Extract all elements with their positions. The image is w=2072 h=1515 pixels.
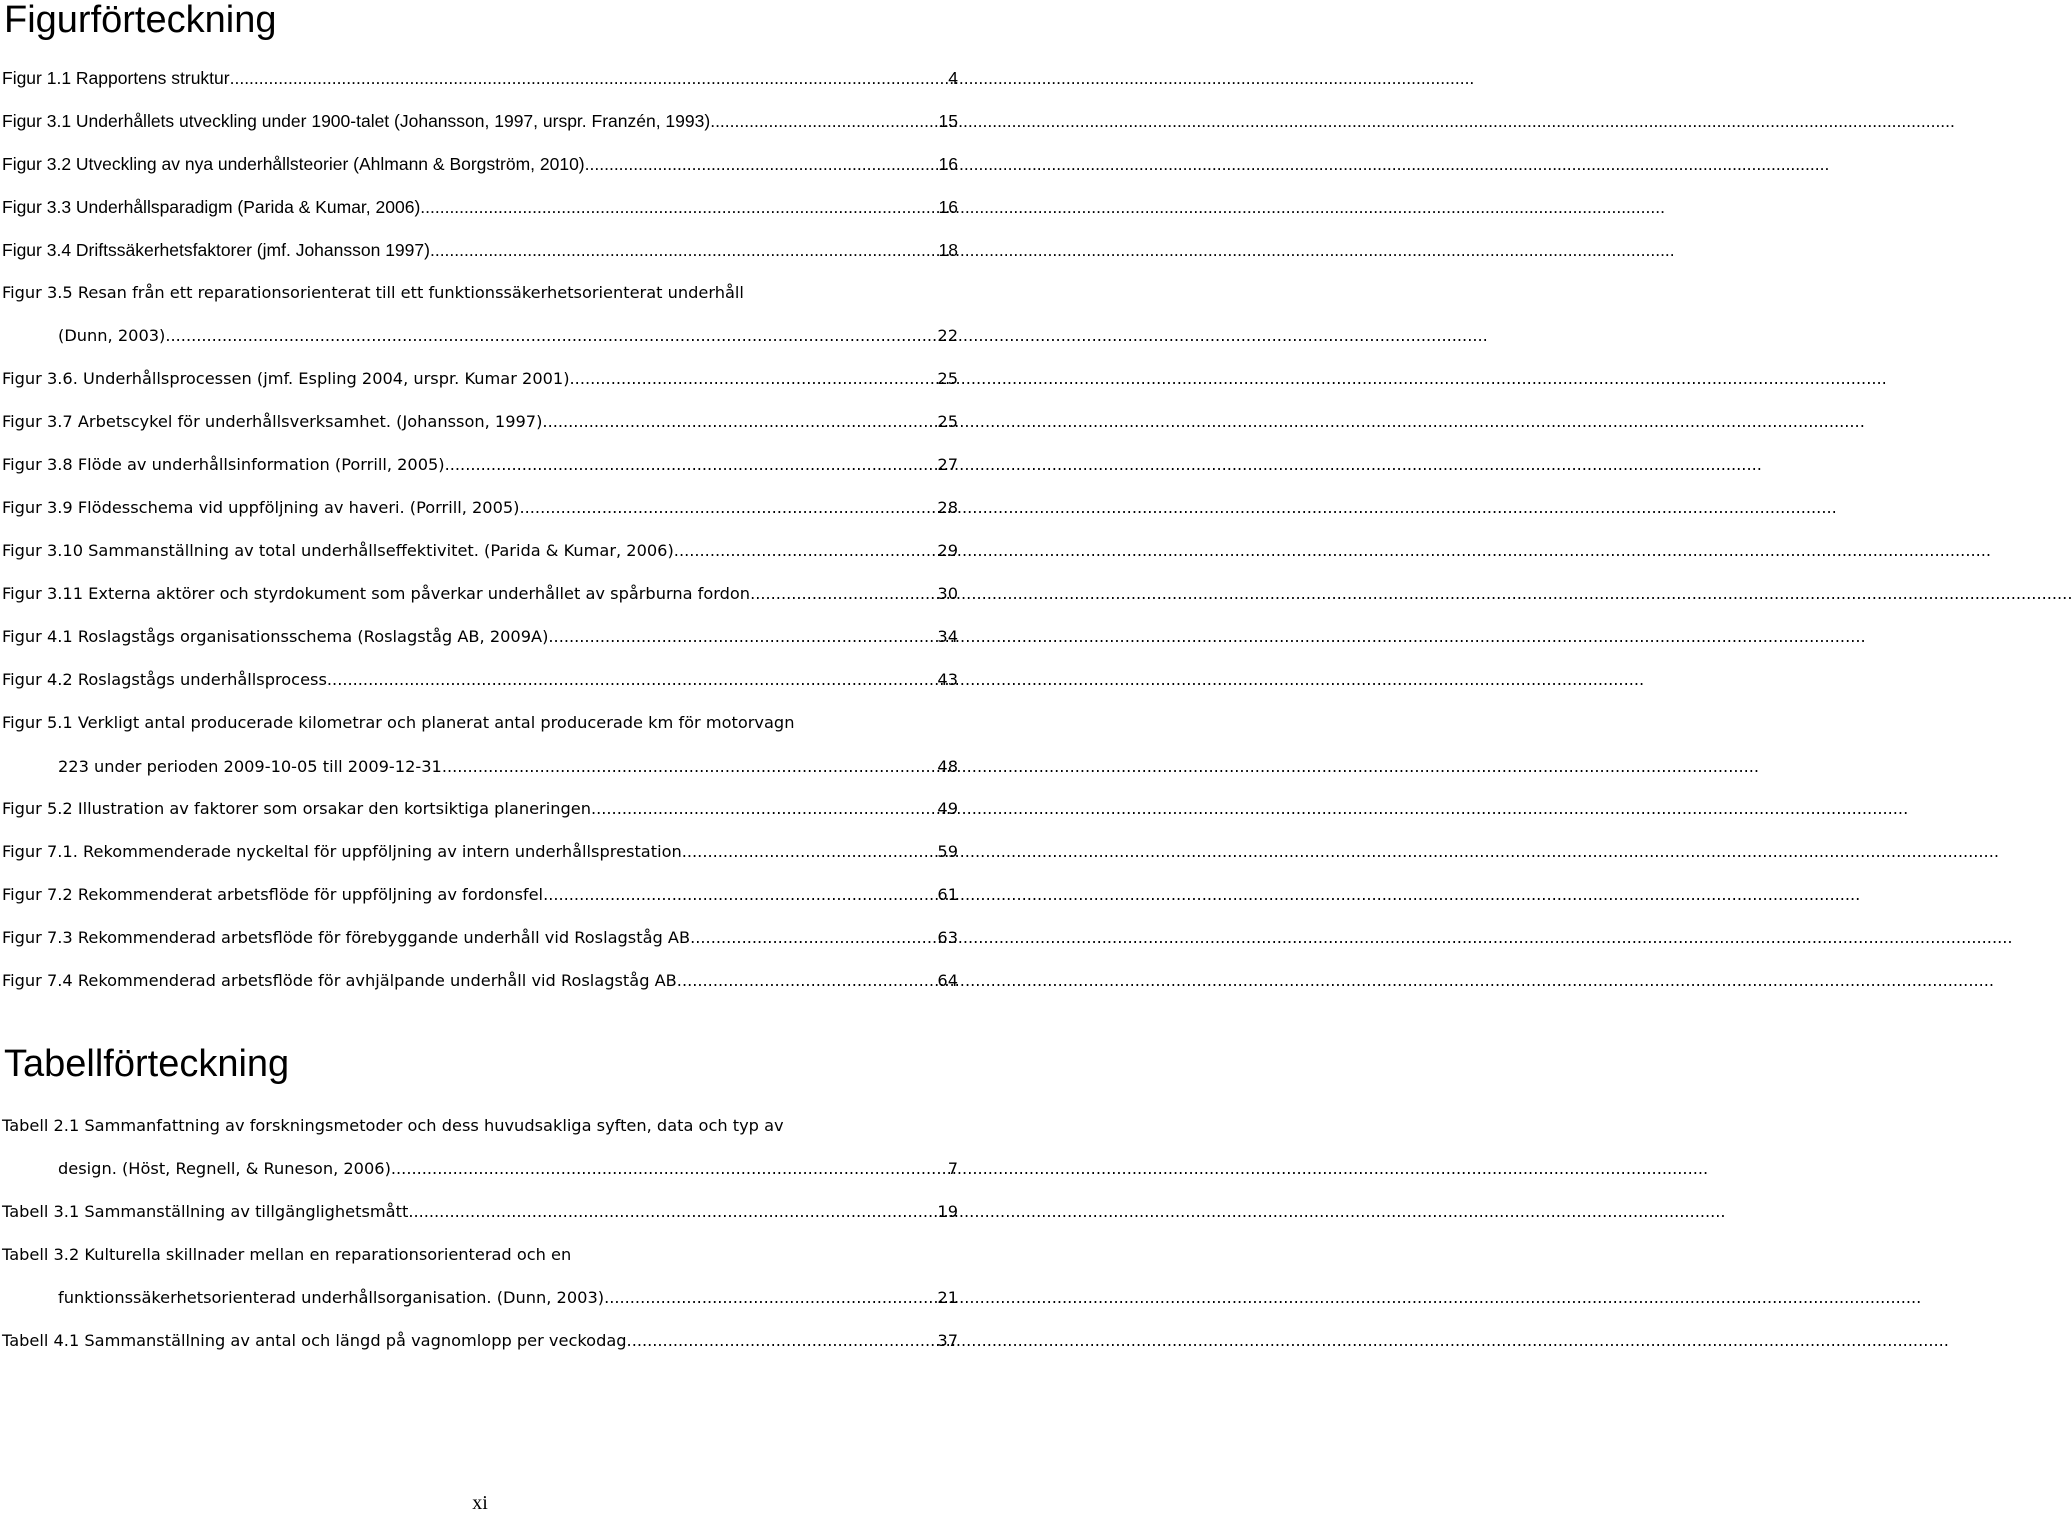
figures-entry[interactable] — [2, 711, 956, 735]
tables-entry-page: 21 — [937, 1288, 958, 1307]
figures-entry-title: Figur 3.9 Flödesschema vid uppföljning av haveri. (Porrill, 2005) — [2, 498, 520, 517]
dot-leader — [391, 1157, 947, 1181]
dot-leader — [710, 109, 937, 133]
figures-entry-page: 30 — [937, 584, 958, 603]
figures-entry-title: Figur 4.1 Roslagstågs organisationsschema (Roslagståg AB, 2009A) — [2, 627, 549, 646]
tables-entry[interactable] — [2, 1200, 958, 1224]
figures-entry-page: 25 — [937, 369, 958, 388]
dot-leader — [520, 496, 937, 520]
dot-leader — [171, 324, 937, 348]
figures-entry-title: Figur 3.2 Utveckling av nya underhållsteorier (Ahlmann & Borgström, 2010) — [2, 154, 585, 174]
figures-entry[interactable] — [2, 883, 958, 907]
dot-leader — [445, 453, 937, 477]
figures-entry[interactable] — [2, 668, 958, 692]
dot-leader — [430, 238, 938, 262]
figures-entry-page: 27 — [937, 455, 958, 474]
figures-heading: Figurförteckning — [4, 0, 277, 41]
figures-entry[interactable] — [2, 195, 958, 219]
figures-entry-title: Figur 5.1 Verkligt antal producerade kilometrar och planerat antal producerade km för motorvagn — [2, 713, 795, 732]
tables-entry-title: Tabell 3.2 Kulturella skillnader mellan en reparationsorienterad och en — [2, 1245, 572, 1264]
dot-leader — [543, 883, 936, 907]
dot-leader — [632, 1329, 937, 1353]
figures-entry-title: 223 under perioden 2009-10-05 till 2009-12-31 — [58, 757, 442, 776]
dot-leader — [548, 625, 936, 649]
document-page — [0, 0, 960, 1515]
figures-entry-page: 63 — [937, 928, 958, 947]
figures-entry-page: 16 — [938, 197, 958, 217]
figures-entry[interactable] — [2, 969, 958, 993]
tables-entry-title: Tabell 3.1 Sammanställning av tillgänglighetsmått — [2, 1202, 409, 1221]
figures-entry-title: Figur 3.8 Flöde av underhållsinformation (Porrill, 2005) — [2, 455, 445, 474]
figures-entry[interactable] — [2, 152, 958, 176]
tables-entry-title: funktionssäkerhetsorienterad underhållsorganisation. (Dunn, 2003) — [58, 1288, 605, 1307]
dot-leader — [682, 840, 937, 864]
figures-entry-page: 59 — [937, 842, 958, 861]
dot-leader — [755, 582, 936, 606]
figures-entry-page: 22 — [937, 326, 958, 345]
dot-leader — [408, 1200, 936, 1224]
figures-entry-title: Figur 1.1 Rapportens struktur — [2, 68, 230, 88]
figures-entry-title: Figur 3.10 Sammanställning av total underhållseffektivitet. (Parida & Kumar, 2006) — [2, 541, 674, 560]
figures-entry-page: 48 — [937, 757, 958, 776]
dot-leader — [695, 926, 936, 950]
figures-entry-page: 25 — [937, 412, 958, 431]
tables-entry[interactable] — [2, 1243, 956, 1267]
dot-leader — [674, 539, 937, 563]
tables-entry-page: 19 — [937, 1202, 958, 1221]
figures-entry[interactable] — [2, 238, 958, 262]
figures-entry[interactable] — [2, 281, 956, 305]
dot-leader — [442, 755, 937, 779]
figures-entry[interactable] — [58, 324, 958, 348]
figures-entry[interactable] — [2, 496, 958, 520]
dot-leader — [327, 668, 936, 692]
figures-entry[interactable] — [2, 840, 958, 864]
tables-entry[interactable] — [58, 1286, 958, 1310]
figures-entry-title: Figur 3.11 Externa aktörer och styrdokument som påverkar underhållet av spårburna fordon. — [2, 584, 756, 603]
figures-entry-page: 16 — [938, 154, 958, 174]
figures-entry-title: Figur 3.4 Driftssäkerhetsfaktorer (jmf. Johansson 1997) — [2, 240, 430, 260]
figures-entry[interactable] — [2, 410, 958, 434]
figures-entry-title: Figur 7.2 Rekommenderat arbetsflöde för uppföljning av fordonsfel — [2, 885, 544, 904]
figures-entry-page: 64 — [937, 971, 958, 990]
tables-heading: Tabellförteckning — [4, 1043, 290, 1085]
page-number: xi — [472, 1492, 488, 1514]
figures-entry-title: Figur 7.3 Rekommenderad arbetsflöde för förebyggande underhåll vid Roslagståg AB. — [2, 928, 696, 947]
dot-leader — [591, 797, 936, 821]
figures-entry-title: (Dunn, 2003). — [58, 326, 171, 345]
figures-entry-title: Figur 7.1. Rekommenderade nyckeltal för uppföljning av intern underhållsprestation — [2, 842, 682, 861]
figures-entry[interactable] — [2, 367, 958, 391]
dot-leader — [570, 367, 937, 391]
figures-entry-page: 43 — [937, 670, 958, 689]
figures-entry-title: Figur 7.4 Rekommenderad arbetsflöde för avhjälpande underhåll vid Roslagståg AB — [2, 971, 677, 990]
figures-entry[interactable] — [2, 453, 958, 477]
dot-leader — [420, 195, 937, 219]
dot-leader — [677, 969, 937, 993]
figures-entry[interactable] — [2, 539, 958, 563]
figures-entry-page: 28 — [937, 498, 958, 517]
figures-entry-page: 34 — [937, 627, 958, 646]
tables-entry-page: 37 — [937, 1331, 958, 1350]
figures-entry-title: Figur 3.5 Resan från ett reparationsorienterat till ett funktionssäkerhetsorienterat underhåll — [2, 283, 744, 302]
figures-entry-title: Figur 3.3 Underhållsparadigm (Parida & Kumar, 2006) — [2, 197, 421, 217]
tables-entry[interactable] — [2, 1114, 956, 1138]
figures-entry-title: Figur 4.2 Roslagstågs underhållsprocess — [2, 670, 327, 689]
figures-entry[interactable] — [2, 582, 958, 606]
figures-entry[interactable] — [2, 797, 958, 821]
figures-entry-page: 61 — [937, 885, 958, 904]
dot-leader — [230, 66, 948, 90]
figures-entry-title: Figur 5.2 Illustration av faktorer som orsakar den kortsiktiga planeringen — [2, 799, 591, 818]
tables-entry-title: Tabell 2.1 Sammanfattning av forskningsmetoder och dess huvudsakliga syften, data och typ av — [2, 1116, 784, 1135]
figures-entry-page: 4 — [948, 68, 958, 88]
dot-leader — [604, 1286, 936, 1310]
tables-entry-title: Tabell 4.1 Sammanställning av antal och längd på vagnomlopp per veckodag. — [2, 1331, 632, 1350]
figures-entry-title: Figur 3.7 Arbetscykel för underhållsverksamhet. (Johansson, 1997). — [2, 412, 548, 431]
figures-entry-page: 29 — [937, 541, 958, 560]
figures-entry[interactable] — [2, 625, 958, 649]
tables-entry[interactable] — [58, 1157, 958, 1181]
tables-entry[interactable] — [2, 1329, 958, 1353]
figures-entry[interactable] — [58, 755, 958, 779]
dot-leader — [585, 152, 938, 176]
figures-entry-page: 18 — [938, 240, 958, 260]
figures-entry-page: 15 — [938, 111, 958, 131]
figures-entry[interactable] — [2, 926, 958, 950]
tables-entry-page: 7 — [947, 1159, 958, 1178]
figures-entry-page: 49 — [937, 799, 958, 818]
figures-entry-title: Figur 3.1 Underhållets utveckling under 1900-talet (Johansson, 1997, urspr. Franzén, 1993) — [2, 111, 711, 131]
dot-leader — [548, 410, 937, 434]
figures-entry[interactable] — [2, 109, 958, 133]
figures-entry-title: Figur 3.6. Underhållsprocessen (jmf. Espling 2004, urspr. Kumar 2001) — [2, 369, 570, 388]
figures-entry[interactable] — [2, 66, 958, 90]
tables-entry-title: design. (Höst, Regnell, & Runeson, 2006) — [58, 1159, 391, 1178]
